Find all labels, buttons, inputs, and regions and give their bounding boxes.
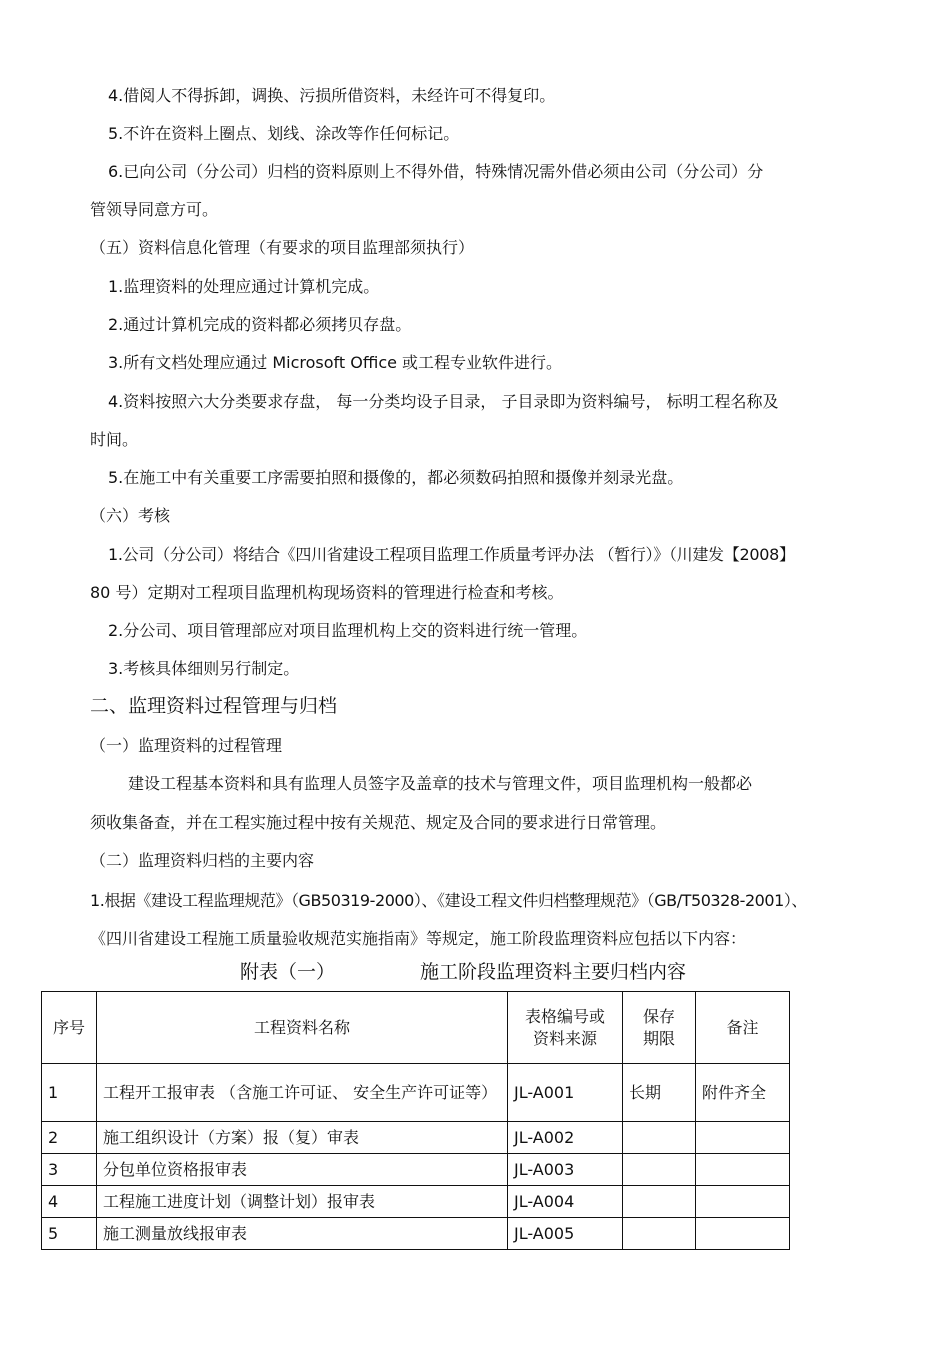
text-line: 4.借阅人不得拆卸，调换、污损所借资料，未经许可不得复印。 [108,86,556,105]
text-line: 1.根据《建设工程监理规范》（GB50319-2000）、《建设工程文件归档整理规范》（GB/T50328-2001）、 [90,891,807,910]
text-line: 3.考核具体细则另行制定。 [108,659,300,678]
cell-form: JL-A002 [508,1122,623,1154]
table-row [42,1064,790,1122]
cell-keep [623,1154,696,1186]
cell-seq: 4 [42,1186,97,1218]
text-line: 管领导同意方可。 [90,200,219,219]
cell-form: JL-A003 [508,1154,623,1186]
cell-name: 施工组织设计（方案）报（复）审表 [97,1122,508,1154]
text-line: 2.分公司、项目管理部应对项目监理机构上交的资料进行统一管理。 [108,621,588,640]
cell-note [696,1218,790,1250]
cell-keep [623,1186,696,1218]
table-caption-label: 附表（一） [240,961,336,983]
text-line: 时间。 [90,430,139,449]
header-keep-line1: 保存 [642,1006,675,1026]
header-keep [623,992,696,1064]
text-line: 2.通过计算机完成的资料都必须拷贝存盘。 [108,315,412,334]
table-caption-title: 施工阶段监理资料主要归档内容 [420,961,687,983]
cell-note [696,1122,790,1154]
cell-note [696,1186,790,1218]
cell-note [696,1154,790,1186]
cell-seq: 1 [42,1064,97,1122]
chapter-heading: 二、监理资料过程管理与归档 [90,695,338,717]
cell-keep: 长期 [623,1064,696,1122]
text-line: 3.所有文档处理应通过 Microsoft Office 或工程专业软件进行。 [108,353,563,372]
table-header-row [42,992,790,1064]
text-line: 建设工程基本资料和具有监理人员签字及盖章的技术与管理文件，项目监理机构一般都必 [128,774,753,793]
cell-name: 工程开工报审表 （含施工许可证、 安全生产许可证等） [97,1064,508,1122]
text-line: 《四川省建设工程施工质量验收规范实施指南》等规定，施工阶段监理资料应包括以下内容： [90,929,747,948]
archive-table [41,991,790,1250]
header-keep-line2: 期限 [642,1028,675,1048]
table-row [42,1154,790,1186]
text-line: 6.已向公司（分公司）归档的资料原则上不得外借，特殊情况需外借必须由公司（分公司）分 [108,162,764,181]
header-seq: 序号 [42,992,97,1064]
text-line: 4.资料按照六大分类要求存盘， 每一分类均设子目录， 子目录即为资料编号， 标明工程名称及 [108,392,779,411]
cell-seq: 3 [42,1154,97,1186]
table-row [42,1186,790,1218]
cell-keep [623,1218,696,1250]
header-note: 备注 [696,992,790,1064]
table-row [42,1218,790,1250]
text-line: 须收集备查，并在工程实施过程中按有关规范、规定及合同的要求进行日常管理。 [90,813,667,832]
text-line: 5.不许在资料上圈点、划线、涂改等作任何标记。 [108,124,460,143]
cell-form: JL-A001 [508,1064,623,1122]
cell-note: 附件齐全 [696,1064,790,1122]
text-line: 5.在施工中有关重要工序需要拍照和摄像的，都必须数码拍照和摄像并刻录光盘。 [108,468,684,487]
cell-seq: 5 [42,1218,97,1250]
cell-name: 施工测量放线报审表 [97,1218,508,1250]
cell-seq: 2 [42,1122,97,1154]
header-name: 工程资料名称 [97,992,508,1064]
cell-form: JL-A004 [508,1186,623,1218]
table-row [42,1122,790,1154]
section-heading: （五）资料信息化管理（有要求的项目监理部须执行） [90,238,475,257]
section-heading: （六）考核 [90,506,171,525]
text-line: 1.公司（分公司）将结合《四川省建设工程项目监理工作质量考评办法 （暂行）》（川建发【2008】 [108,545,795,564]
text-line: 80 号）定期对工程项目监理机构现场资料的管理进行检查和考核。 [90,583,564,602]
cell-name: 分包单位资格报审表 [97,1154,508,1186]
header-form-line1: 表格编号或 [524,1006,605,1026]
section-heading: （一）监理资料的过程管理 [90,736,283,755]
header-form [508,992,623,1064]
cell-name: 工程施工进度计划（调整计划）报审表 [97,1186,508,1218]
text-line: 1.监理资料的处理应通过计算机完成。 [108,277,380,296]
section-heading: （二）监理资料归档的主要内容 [90,851,315,870]
cell-form: JL-A005 [508,1218,623,1250]
header-form-line2: 资料来源 [532,1028,597,1048]
cell-keep [623,1122,696,1154]
